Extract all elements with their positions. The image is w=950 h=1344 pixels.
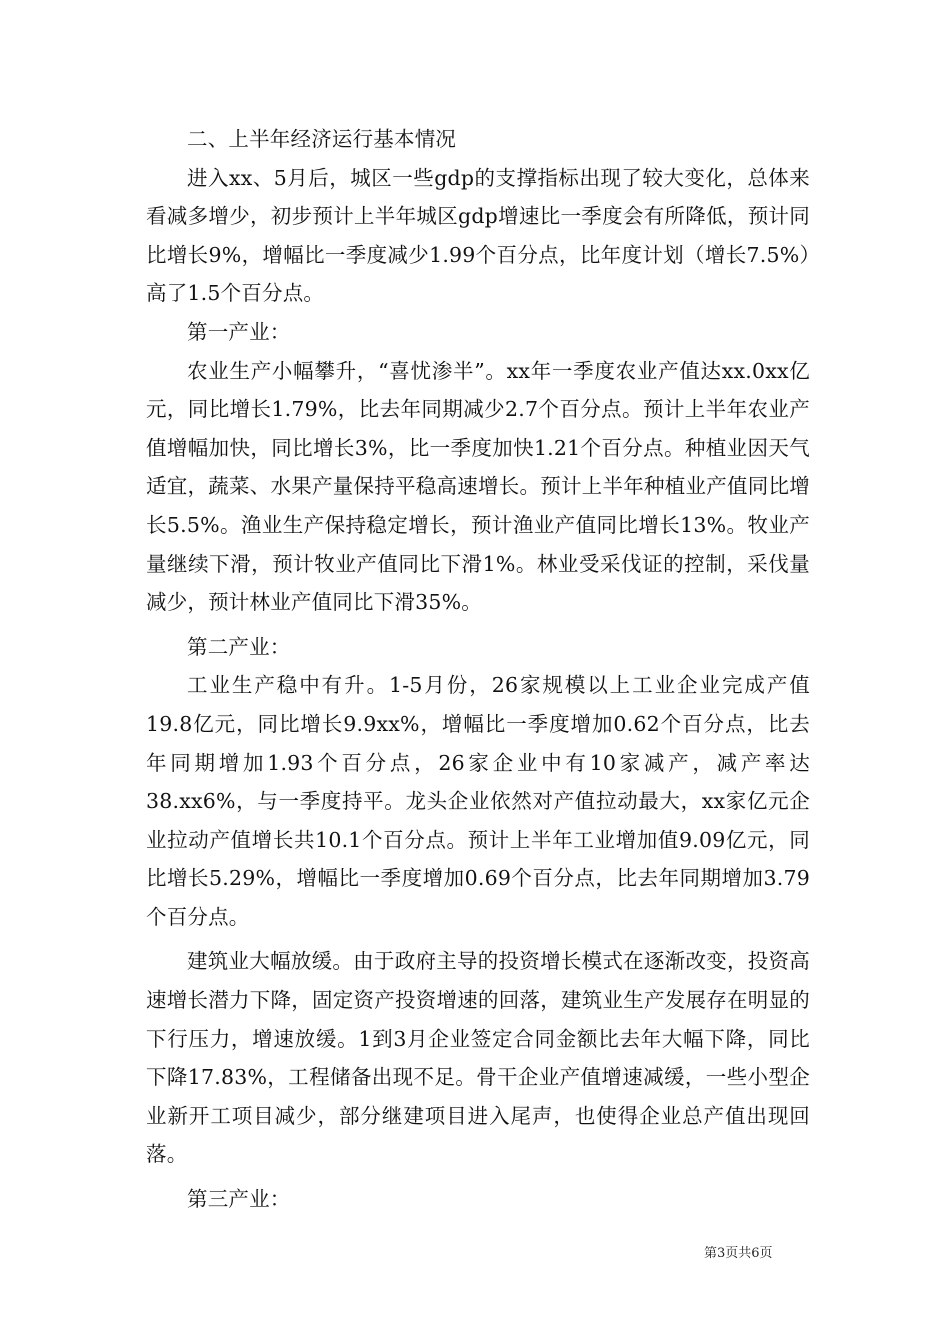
page-number: 第3页共6页 [704,1246,773,1261]
label-tertiary-industry: 第三产业： [187,1187,291,1212]
document-body [146,120,810,1219]
paragraph-overview: 进入xx、5月后，城区一些gdp的支撑指标出现了较大变化，总体来看减多增少，初步预计上半年城区gdp增速比一季度会有所降低，预计同比增长9%，增幅比一季度减少1.99个百分点，比年度计划（增长7.5%）高了1.5个百分点。 [146,165,810,306]
paragraph-agriculture: 农业生产小幅攀升，“喜忧渗半”。xx年一季度农业产值达xx.0xx亿元，同比增长1.79%，比去年同期减少2.7个百分点。预计上半年农业产值增幅加快，同比增长3%，比一季度加快1.21个百分点。种植业因天气适宜，蔬菜、水果产量保持平稳高速增长。预计上半年种植业产值同比增长5.5%。渔业生产保持稳定增长，预计渔业产值同比增长13%。牧业产量继续下滑，预计牧业产值同比下滑1%。林业受采伐证的控制，采伐量减少，预计林业产值同比下滑35%。 [146,358,810,615]
paragraph-construction: 建筑业大幅放缓。由于政府主导的投资增长模式在逐渐改变，投资高速增长潜力下降，固定资产投资增速的回落，建筑业生产发展存在明显的下行压力，增速放缓。1到3月企业签定合同金额比去年大幅下降，同比下降17.83%，工程储备出现不足。骨干企业产值增速减缓，一些小型企业新开工项目减少，部分继建项目进入尾声，也使得企业总产值出现回落。 [146,949,810,1167]
label-secondary-industry: 第二产业： [187,634,291,659]
label-primary-industry: 第一产业： [187,319,291,344]
paragraph-industry: 工业生产稳中有升。1-5月份，26家规模以上工业企业完成产值19.8亿元，同比增长9.9xx%，增幅比一季度增加0.62个百分点，比去年同期增加1.93个百分点，26家企业中有10家减产，减产率达38.xx6%，与一季度持平。龙头企业依然对产值拉动最大，xx家亿元企业拉动产值增长共10.1个百分点。预计上半年工业增加值9.09亿元，同比增长5.29%，增幅比一季度增加0.69个百分点，比去年同期增加3.79个百分点。 [146,673,810,929]
section-heading: 二、上半年经济运行基本情况 [187,127,457,151]
